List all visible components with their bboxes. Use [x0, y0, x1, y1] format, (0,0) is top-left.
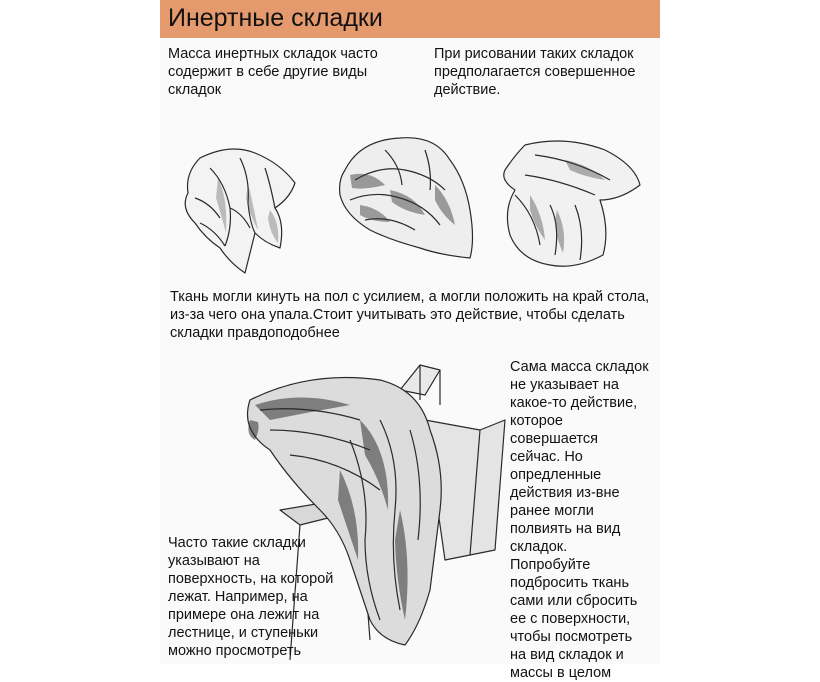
- caption-middle: Ткань могли кинуть на пол с усилием, а могли положить на край стола, из-за чего она упала.Стоит учитывать это действие, чтобы сделать складки правдоподобнее: [170, 289, 650, 341]
- page-title: Инертные складки: [168, 4, 383, 32]
- caption-bottom-left: Часто такие складки указывают на поверхность, на которой лежат. Например, на примере она лежит на лестнице, и ступеньки можно просмотреть: [168, 535, 334, 659]
- cloth-sketch-1: [170, 138, 310, 278]
- caption-top-left: Масса инертных складок часто содержит в себе другие виды складок: [168, 46, 378, 98]
- caption-bottom-right: Сама масса складок не указывает на какое-то действие, которое совершается сейчас. Но опредленные действия из-вне ранее могли полвиять на вид складок. Попробуйте подбросить ткань сами или сбросить ее с поверхности, чтобы посмотреть на вид складок и массы в целом: [510, 359, 649, 681]
- caption-top-right: При рисовании таких складок предполагается совершенное действие.: [434, 46, 636, 98]
- header-banner: [160, 0, 660, 38]
- cloth-sketch-3: [495, 135, 645, 275]
- cloth-sketch-2: [330, 130, 480, 270]
